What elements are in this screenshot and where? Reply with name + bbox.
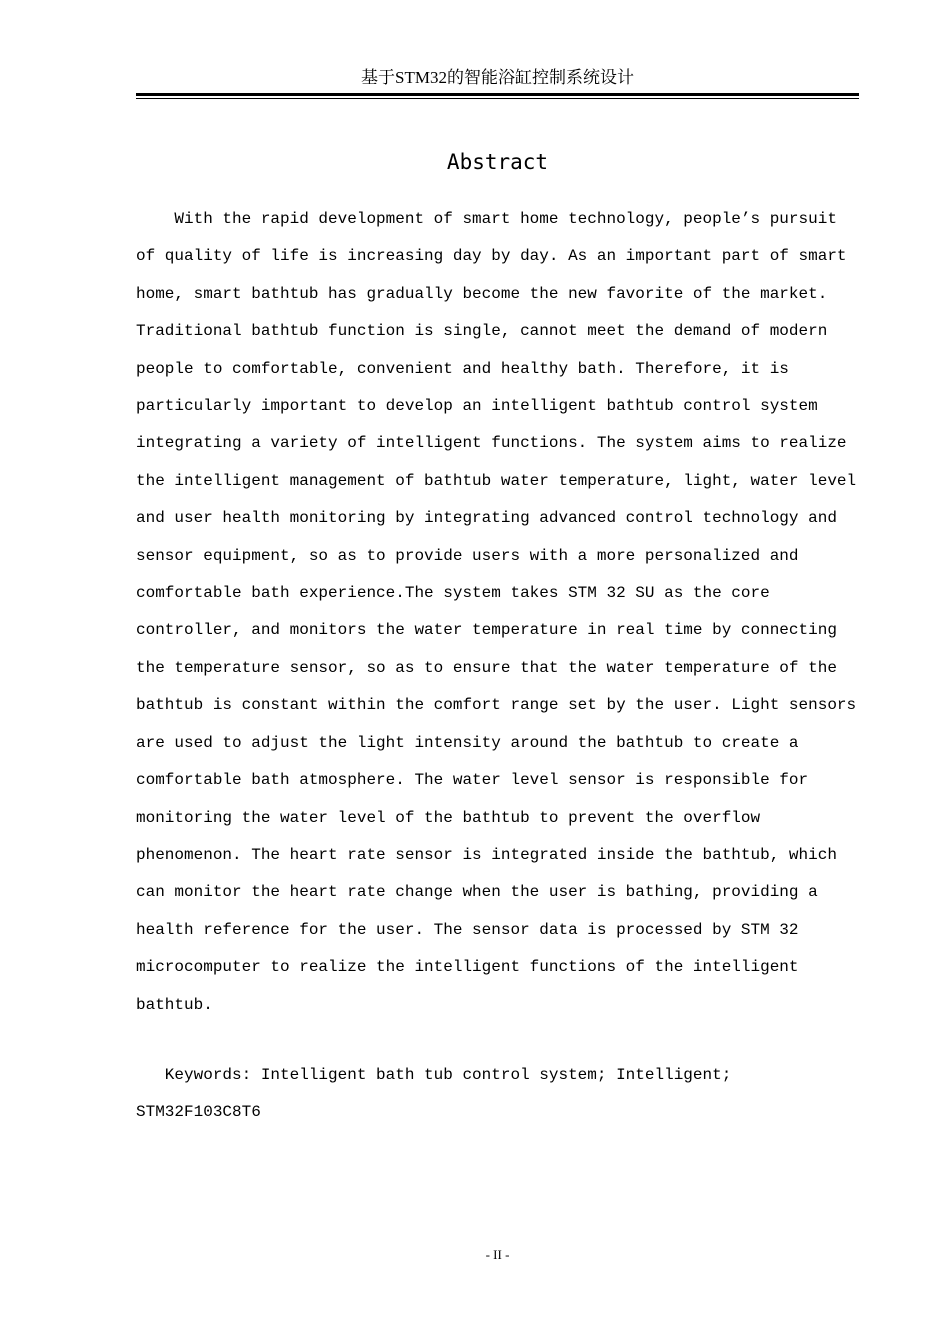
abstract-heading: Abstract bbox=[446, 150, 549, 174]
abstract-line: phenomenon. The heart rate sensor is integrated inside the bathtub, which bbox=[136, 845, 837, 864]
abstract-line: the temperature sensor, so as to ensure that the water temperature of the bbox=[136, 658, 837, 677]
abstract-line: can monitor the heart rate change when the user is bathing, providing a bbox=[136, 883, 818, 902]
abstract-line: the intelligent management of bathtub water temperature, light, water level bbox=[136, 471, 857, 490]
abstract-line: sensor equipment, so as to provide users with a more personalized and bbox=[136, 546, 799, 565]
abstract-line: integrating a variety of intelligent functions. The system aims to realize bbox=[136, 434, 847, 453]
abstract-body bbox=[136, 201, 859, 1024]
keywords-line: Keywords: Intelligent bath tub control system; Intelligent; bbox=[136, 1066, 732, 1084]
abstract-line: are used to adjust the light intensity around the bathtub to create a bbox=[136, 733, 799, 752]
header-rule-thin bbox=[136, 98, 859, 99]
abstract-line: particularly important to develop an intelligent bathtub control system bbox=[136, 397, 818, 416]
abstract-line: health reference for the user. The sensor data is processed by STM 32 bbox=[136, 920, 799, 939]
abstract-line: people to comfortable, convenient and healthy bath. Therefore, it is bbox=[136, 359, 789, 378]
abstract-line: controller, and monitors the water temperature in real time by connecting bbox=[136, 621, 837, 640]
abstract-line: microcomputer to realize the intelligent functions of the intelligent bbox=[136, 958, 799, 977]
abstract-line: Traditional bathtub function is single, cannot meet the demand of modern bbox=[136, 322, 828, 341]
abstract-line: comfortable bath experience.The system takes STM 32 SU as the core bbox=[136, 584, 770, 603]
abstract-line: home, smart bathtub has gradually become the new favorite of the market. bbox=[136, 284, 828, 303]
running-header-title: 基于STM32的智能浴缸控制系统设计 bbox=[361, 68, 634, 87]
abstract-line: With the rapid development of smart home technology, people’s pursuit bbox=[136, 210, 837, 228]
keywords-block bbox=[136, 1057, 859, 1132]
abstract-line: of quality of life is increasing day by day. As an important part of smart bbox=[136, 247, 847, 266]
abstract-line: comfortable bath atmosphere. The water level sensor is responsible for bbox=[136, 771, 809, 790]
page-number: - II - bbox=[485, 1247, 510, 1262]
abstract-line: monitoring the water level of the bathtub to prevent the overflow bbox=[136, 808, 761, 827]
header-rule-thick bbox=[136, 93, 859, 96]
abstract-line: bathtub is constant within the comfort range set by the user. Light sensors bbox=[136, 696, 857, 715]
keywords-line-continued: STM32F103C8T6 bbox=[136, 1103, 261, 1122]
abstract-line: bathtub. bbox=[136, 995, 213, 1014]
abstract-line: and user health monitoring by integrating advanced control technology and bbox=[136, 509, 837, 528]
